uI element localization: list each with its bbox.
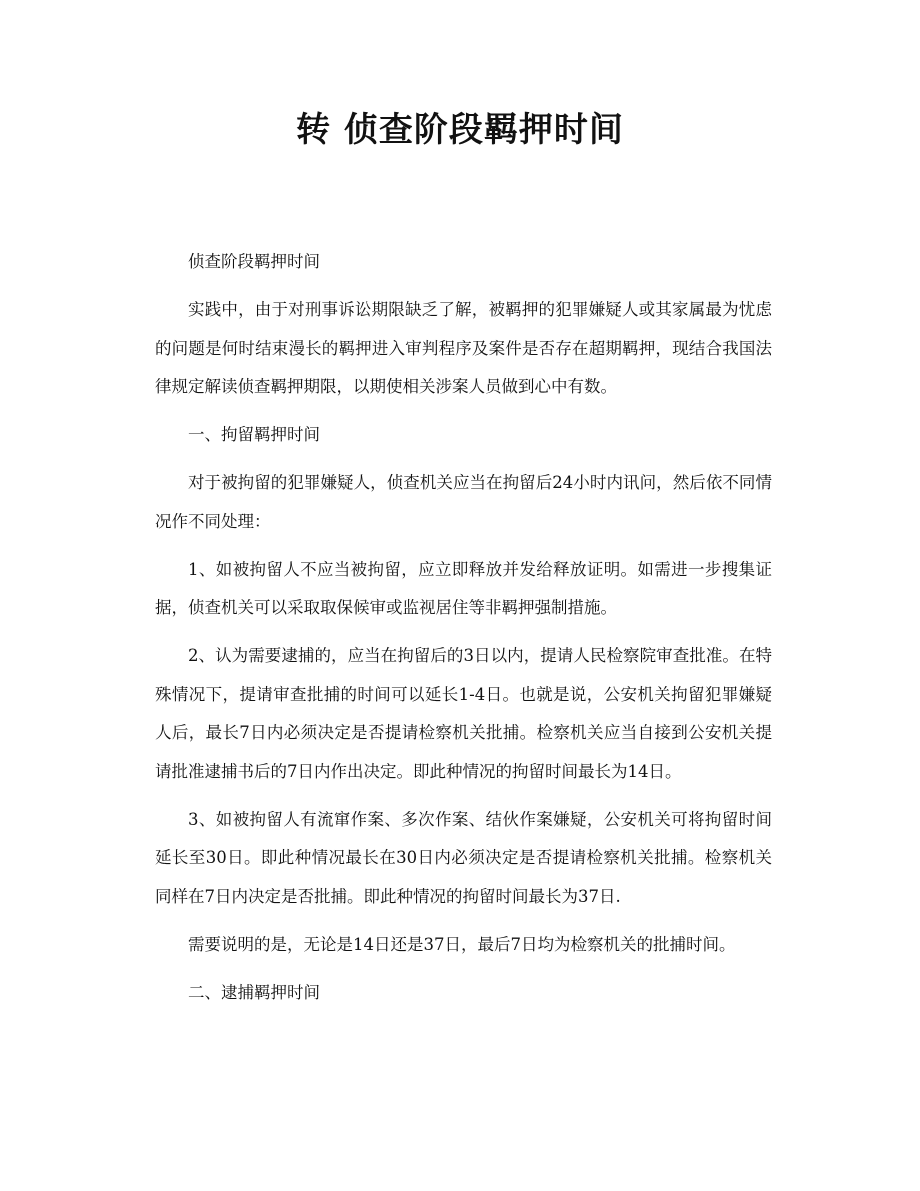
- paragraph-item-2: 2、认为需要逮捕的，应当在拘留后的3日以内，提请人民检察院审查批准。在特殊情况下，提请审查批捕的时间可以延长1-4日。也就是说，公安机关拘留犯罪嫌疑人后，最长7日内必须决定是否提请检察机关批捕。检察机关应当自接到公安机关提请批准逮捕书后的7日内作出决定。即此种情况的拘留时间最长为14日。: [155, 646, 772, 781]
- section-heading-detention: 一、拘留羁押时间: [188, 425, 320, 444]
- paragraph-detention-overview: 对于被拘留的犯罪嫌疑人，侦查机关应当在拘留后24小时内讯问，然后依不同情况作不同处理：: [155, 473, 772, 531]
- paragraph-subtitle: 侦查阶段羁押时间: [188, 252, 320, 271]
- paragraph-note: 需要说明的是，无论是14日还是37日，最后7日均为检察机关的批捕时间。: [188, 934, 736, 954]
- paragraph-item-1: 1、如被拘留人不应当被拘留，应立即释放并发给释放证明。如需进一步搜集证据，侦查机关可以采取取保候审或监视居住等非羁押强制措施。: [155, 559, 772, 617]
- section-heading-arrest: 二、逮捕羁押时间: [188, 982, 320, 1002]
- document-body: [155, 243, 772, 1022]
- paragraph-intro: 实践中，由于对刑事诉讼期限缺乏了解，被羁押的犯罪嫌疑人或其家属最为忧虑的问题是何时结束漫长的羁押进入审判程序及案件是否存在超期羁押，现结合我国法律规定解读侦查羁押期限，以期使相关涉案人员做到心中有数。: [155, 300, 772, 396]
- document-title: 转 侦查阶段羁押时间: [296, 110, 624, 150]
- paragraph-item-3: 3、如被拘留人有流窜作案、多次作案、结伙作案嫌疑，公安机关可将拘留时间延长至30日。即此种情况最长在30日内必须决定是否提请检察机关批捕。检察机关同样在7日内决定是否批捕。即此种情况的拘留时间最长为37日.: [155, 809, 772, 906]
